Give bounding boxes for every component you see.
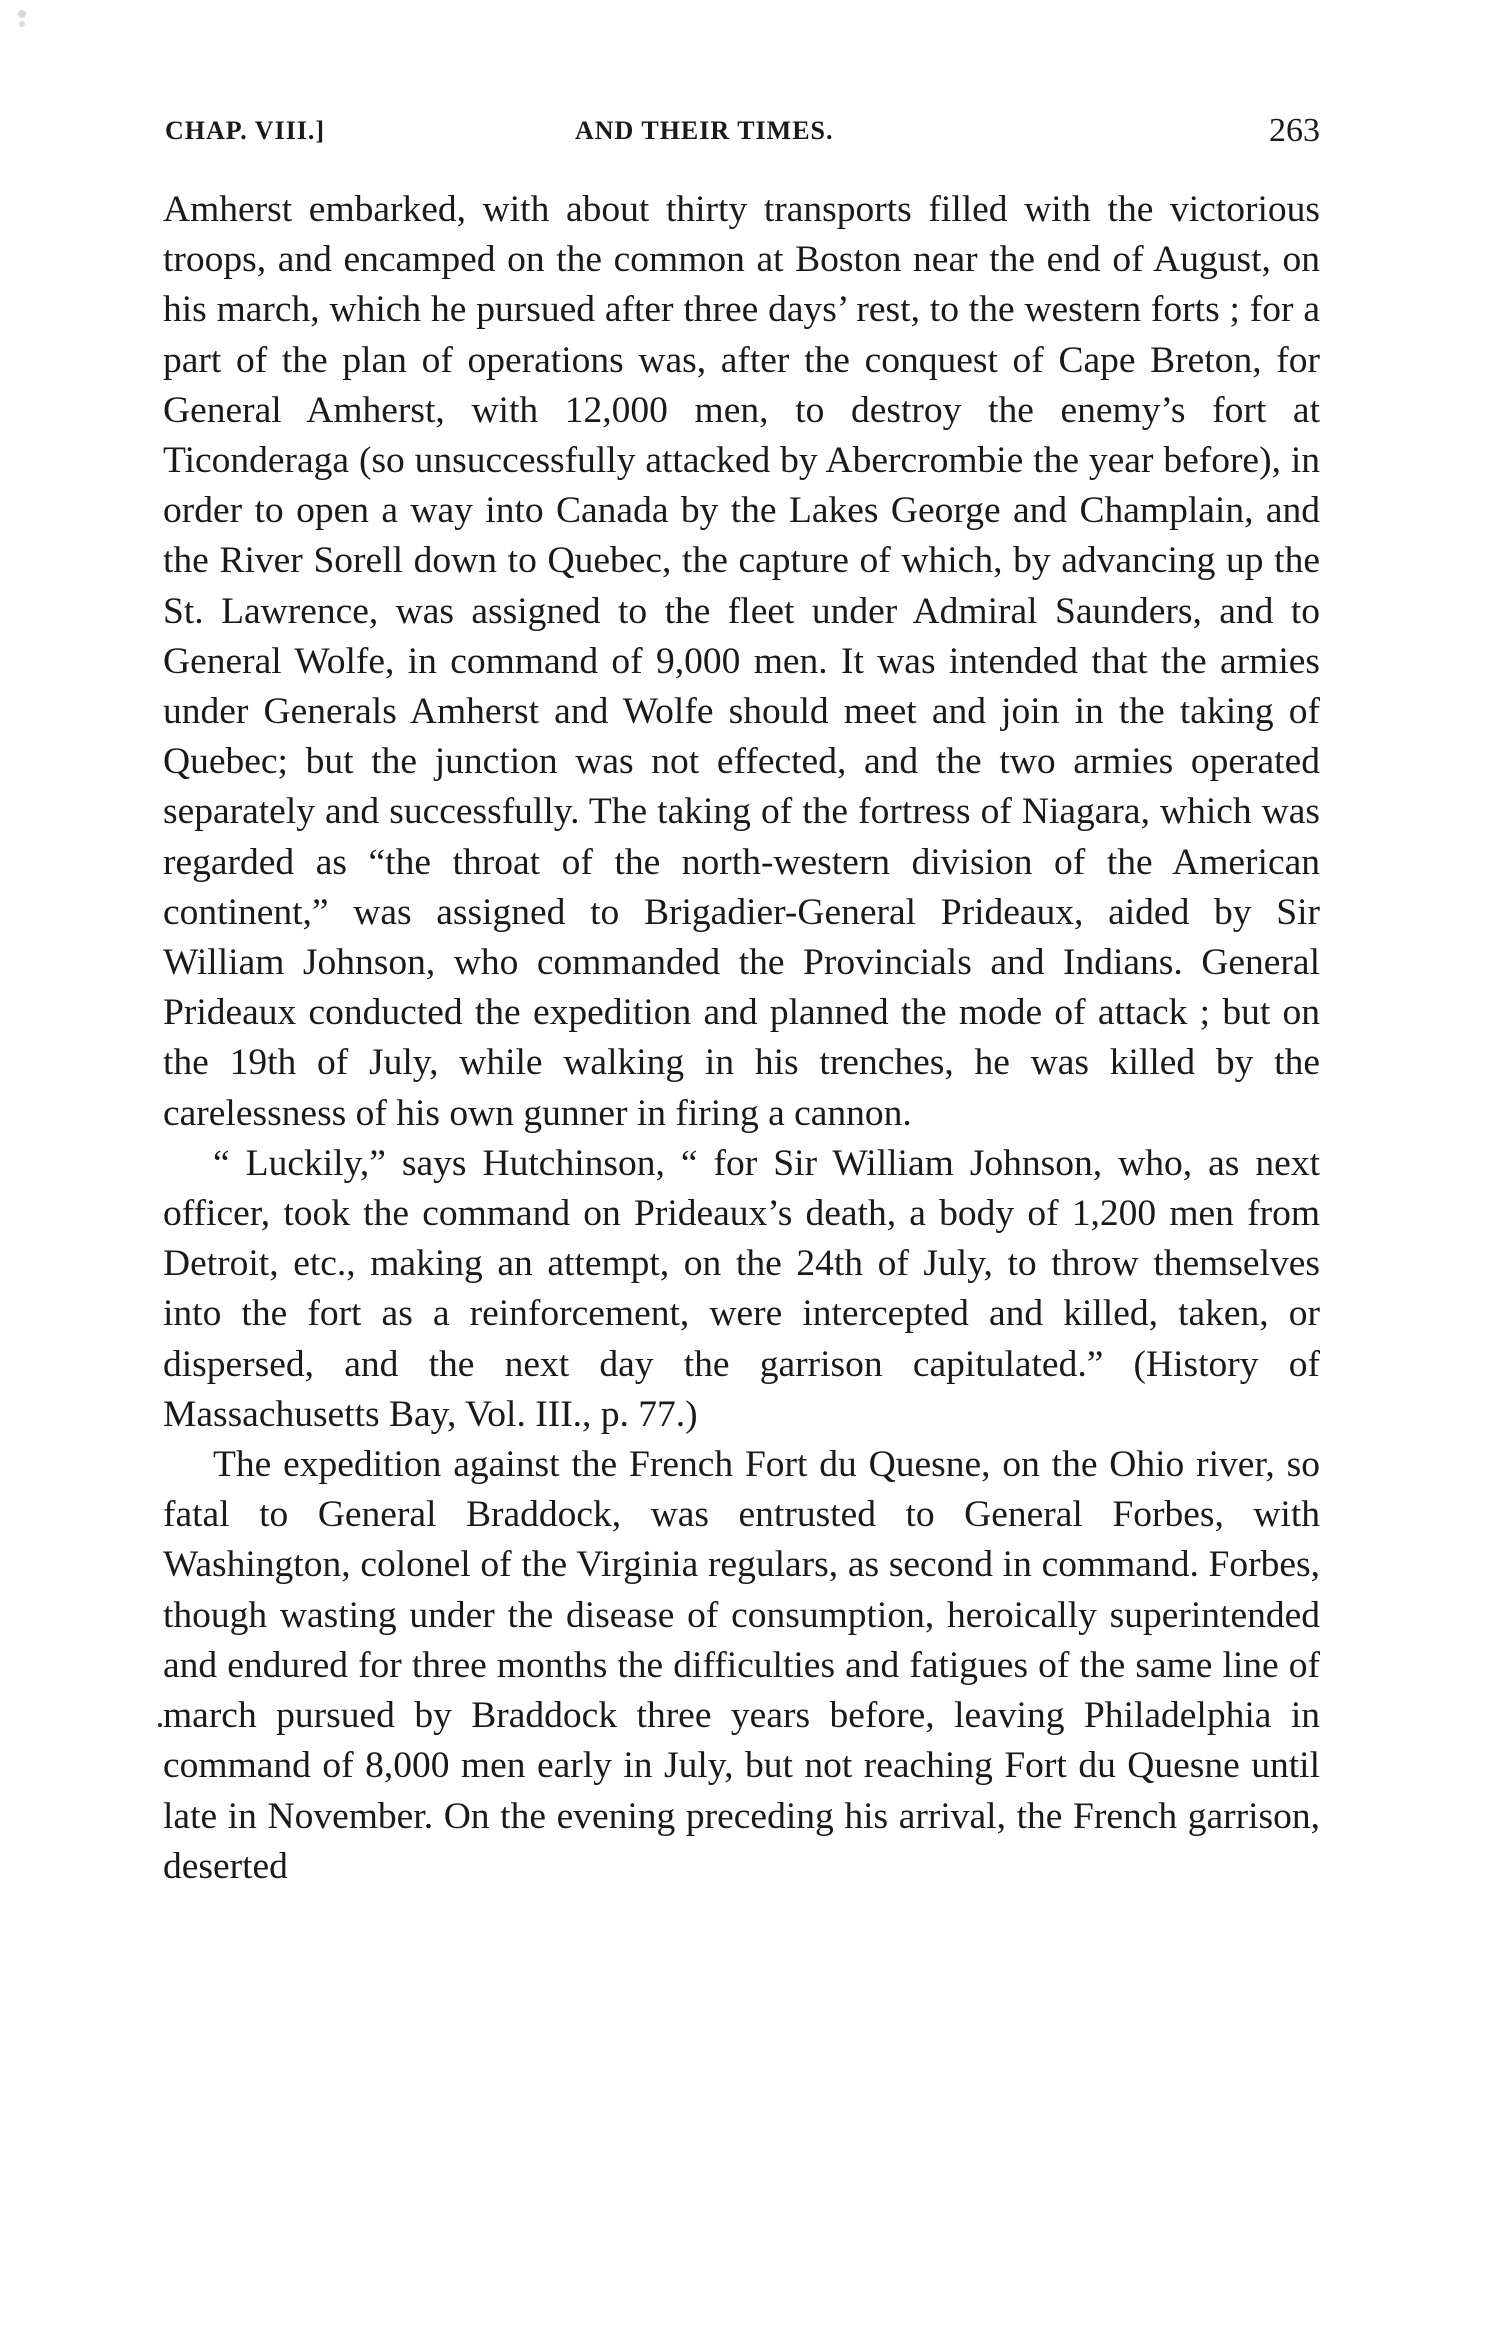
- page-number: 263: [1269, 112, 1320, 149]
- running-title: AND THEIR TIMES.: [575, 116, 834, 145]
- paragraph-fort-du-quesne: The expedition against the French Fort du Quesne, on the Ohio river, so fatal to General Braddock, was entrusted to General Forbes, with Washington, colonel of the Virginia regulars, as second in command. Forbes, though wasting under the disease of consumption, heroically superintended and endured for three months the difficulties and fatigues of the same line of march pursued by Braddock three years before, leaving Philadelphia in command of 8,000 men early in July, but not reaching Fort du Quesne until late in November. On the evening preceding his arrival, the French garrison, deserted: [163, 1444, 1320, 1887]
- paragraph-amherst: Amherst embarked, with about thirty transports filled with the victorious troops, and encamped on the common at Boston near the end of August, on his march, which he pursued after three days’ rest, to the western forts ; for a part of the plan of operations was, after the conquest of Cape Breton, for General Amherst, with 12,000 men, to destroy the enemy’s fort at Ticonderaga (so unsuccessfully attacked by Abercrombie the year before), in order to open a way into Canada by the Lakes George and Champlain, and the River Sorell down to Quebec, the capture of which, by advancing up the St. Lawrence, was assigned to the fleet under Admiral Saunders, and to General Wolfe, in command of 9,000 men. It was intended that the armies under Generals Amherst and Wolfe should meet and join in the taking of Quebec; but the junction was not effected, and the two armies operated separately and successfully. The taking of the fortress of Niagara, which was regarded as “the throat of the north-western division of the American continent,” was assigned to Brigadier-General Prideaux, aided by Sir William Johnson, who commanded the Provincials and Indians. General Prideaux conducted the expedition and planned the mode of attack ; but on the 19th of July, while walking in his trenches, he was killed by the carelessness of his own gunner in firing a cannon.: [163, 189, 1320, 1134]
- running-header: [165, 112, 1320, 152]
- body-text: [163, 185, 1320, 1892]
- scan-speck: [158, 1723, 162, 1727]
- scan-speck: [19, 21, 25, 27]
- chapter-label: CHAP. VIII.]: [165, 116, 326, 145]
- scan-speck: [18, 10, 26, 18]
- paragraph-hutchinson-quote: “ Luckily,” says Hutchinson, “ for Sir William Johnson, who, as next officer, took the command on Prideaux’s death, a body of 1,200 men from Detroit, etc., making an attempt, on the 24th of July, to throw themselves into the fort as a reinforcement, were intercepted and killed, taken, or dispersed, and the next day the garrison capitulated.” (History of Massachusetts Bay, Vol. III., p. 77.): [163, 1142, 1320, 1435]
